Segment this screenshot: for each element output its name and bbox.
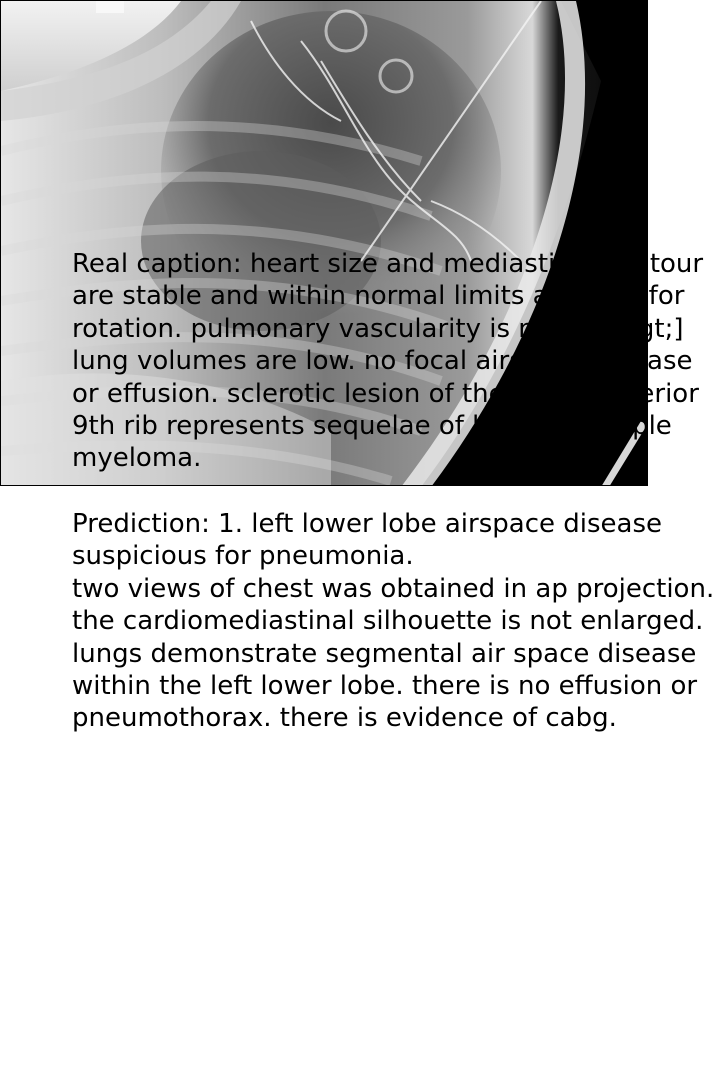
real-caption-text: Real caption: heart size and mediastinal contour are stable and within normal limits allowing for rotation. pulmonary vascularity is normal.&gt;] lung volumes are low. no focal airspace disease or effusion. sclerotic lesion of the right posterior 9th rib represents sequelae of known multiple myeloma. bbox=[72, 249, 704, 474]
prediction-summary: Prediction: 1. left lower lobe airspace disease suspicious for pneumonia. bbox=[72, 509, 663, 572]
prediction-findings: two views of chest was obtained in ap projection. the cardiomediastinal silhouette is not enlarged. lungs demonstrate segmental air space disease within the left lower lobe. there is no effusion or pneumothorax. there is evidence of cabg. bbox=[72, 573, 715, 734]
prediction-block bbox=[72, 508, 718, 735]
